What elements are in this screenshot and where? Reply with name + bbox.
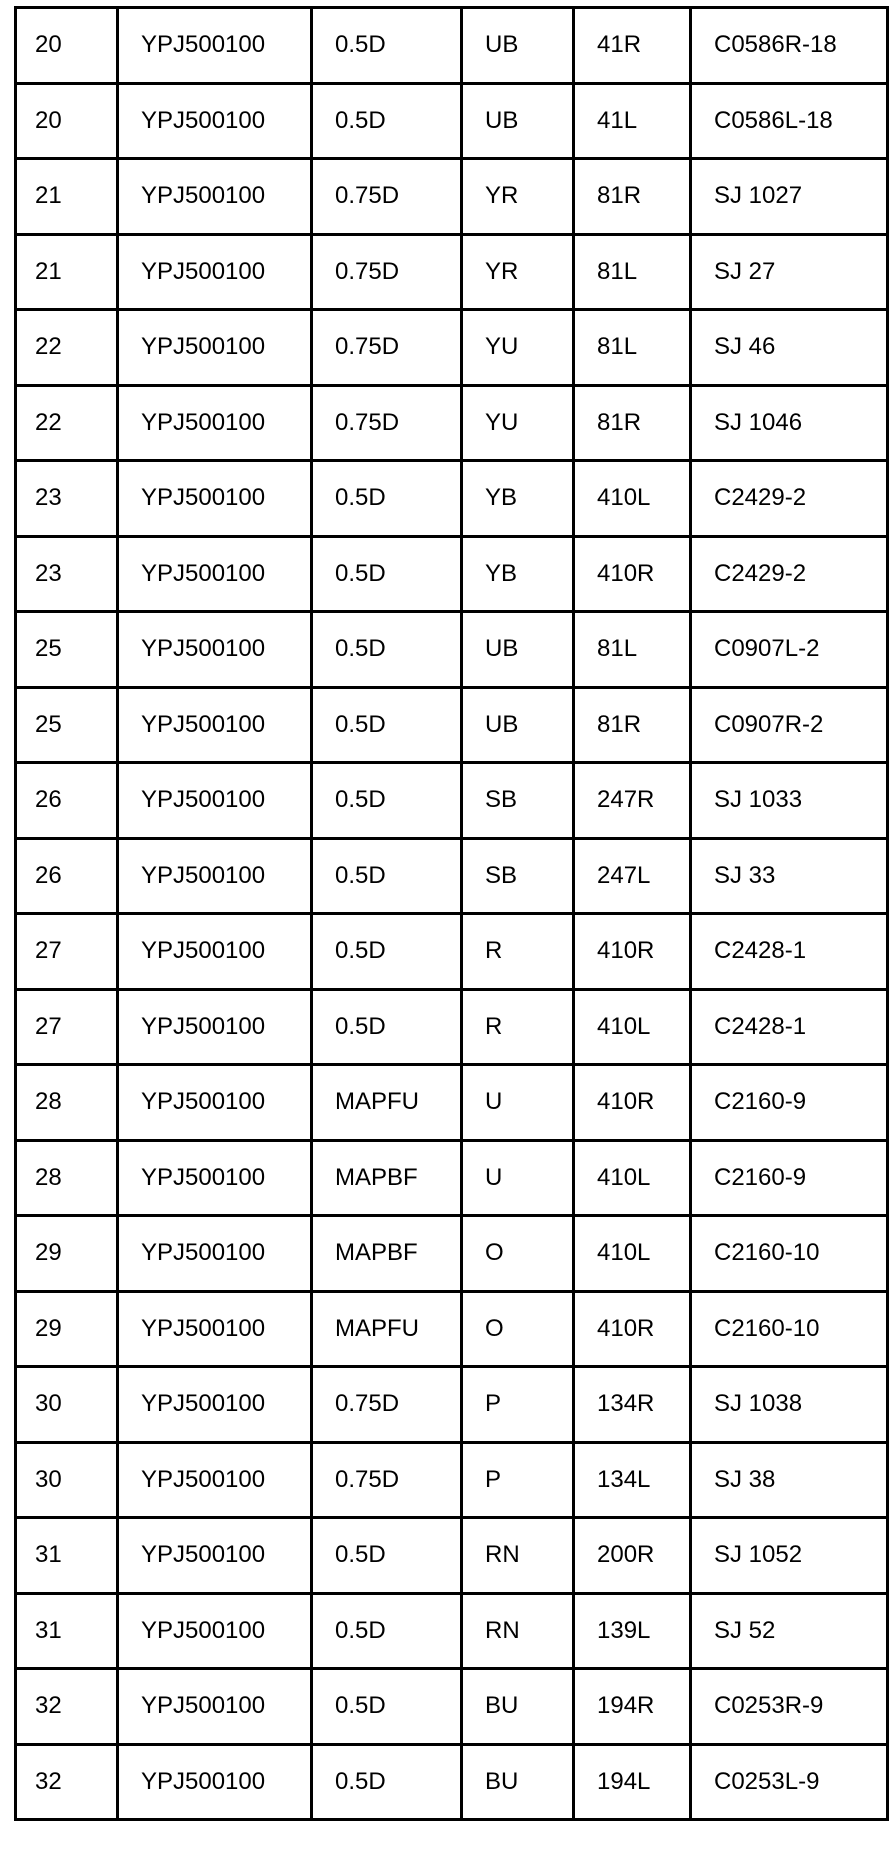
type-cell: 0.75D	[312, 234, 462, 310]
part-number-cell: YPJ500100	[118, 1140, 312, 1216]
part-number-cell: YPJ500100	[118, 1442, 312, 1518]
part-number-cell: YPJ500100	[118, 1291, 312, 1367]
table-row	[16, 234, 888, 310]
reference-cell: SJ 1046	[691, 385, 888, 461]
reference-cell: C2160-9	[691, 1065, 888, 1141]
part-number-cell: YPJ500100	[118, 914, 312, 990]
type-cell: 0.5D	[312, 914, 462, 990]
part-number-cell: YPJ500100	[118, 1367, 312, 1443]
type-cell: 0.75D	[312, 159, 462, 235]
reference-cell: C0253L-9	[691, 1744, 888, 1820]
size-cell: 81L	[574, 310, 691, 386]
item-number-cell: 29	[16, 1291, 118, 1367]
item-number-cell: 21	[16, 159, 118, 235]
table-row	[16, 989, 888, 1065]
type-cell: MAPFU	[312, 1065, 462, 1141]
size-cell: 81L	[574, 234, 691, 310]
size-cell: 194L	[574, 1744, 691, 1820]
type-cell: 0.5D	[312, 612, 462, 688]
code-cell: UB	[462, 687, 574, 763]
code-cell: YB	[462, 536, 574, 612]
size-cell: 81R	[574, 687, 691, 763]
size-cell: 410L	[574, 989, 691, 1065]
size-cell: 81R	[574, 159, 691, 235]
part-number-cell: YPJ500100	[118, 1593, 312, 1669]
item-number-cell: 32	[16, 1744, 118, 1820]
code-cell: YR	[462, 234, 574, 310]
item-number-cell: 27	[16, 989, 118, 1065]
type-cell: 0.5D	[312, 763, 462, 839]
table-row	[16, 914, 888, 990]
size-cell: 139L	[574, 1593, 691, 1669]
reference-cell: SJ 38	[691, 1442, 888, 1518]
size-cell: 200R	[574, 1518, 691, 1594]
size-cell: 410R	[574, 536, 691, 612]
table-row	[16, 1593, 888, 1669]
type-cell: 0.75D	[312, 310, 462, 386]
part-number-cell: YPJ500100	[118, 1744, 312, 1820]
reference-cell: C0586L-18	[691, 83, 888, 159]
part-number-cell: YPJ500100	[118, 8, 312, 84]
part-number-cell: YPJ500100	[118, 461, 312, 537]
code-cell: SB	[462, 838, 574, 914]
type-cell: 0.5D	[312, 1669, 462, 1745]
table-row	[16, 8, 888, 84]
item-number-cell: 28	[16, 1065, 118, 1141]
part-number-cell: YPJ500100	[118, 159, 312, 235]
reference-cell: SJ 33	[691, 838, 888, 914]
item-number-cell: 22	[16, 310, 118, 386]
table-row	[16, 461, 888, 537]
reference-cell: C2429-2	[691, 536, 888, 612]
code-cell: U	[462, 1065, 574, 1141]
part-number-cell: YPJ500100	[118, 83, 312, 159]
table-row	[16, 1518, 888, 1594]
reference-cell: C0253R-9	[691, 1669, 888, 1745]
type-cell: 0.5D	[312, 8, 462, 84]
table-row	[16, 1669, 888, 1745]
item-number-cell: 21	[16, 234, 118, 310]
item-number-cell: 31	[16, 1593, 118, 1669]
reference-cell: SJ 1033	[691, 763, 888, 839]
part-number-cell: YPJ500100	[118, 1669, 312, 1745]
code-cell: RN	[462, 1518, 574, 1594]
table-container	[14, 6, 886, 1821]
table-row	[16, 1291, 888, 1367]
part-number-cell: YPJ500100	[118, 612, 312, 688]
reference-cell: C2428-1	[691, 989, 888, 1065]
size-cell: 410R	[574, 1065, 691, 1141]
reference-cell: SJ 1052	[691, 1518, 888, 1594]
code-cell: P	[462, 1367, 574, 1443]
code-cell: R	[462, 914, 574, 990]
table-row	[16, 159, 888, 235]
code-cell: U	[462, 1140, 574, 1216]
item-number-cell: 29	[16, 1216, 118, 1292]
type-cell: 0.75D	[312, 1442, 462, 1518]
reference-cell: C0586R-18	[691, 8, 888, 84]
item-number-cell: 25	[16, 687, 118, 763]
code-cell: BU	[462, 1744, 574, 1820]
part-number-cell: YPJ500100	[118, 763, 312, 839]
reference-cell: C2160-10	[691, 1291, 888, 1367]
table-row	[16, 1216, 888, 1292]
size-cell: 134R	[574, 1367, 691, 1443]
type-cell: MAPBF	[312, 1140, 462, 1216]
reference-cell: C2429-2	[691, 461, 888, 537]
size-cell: 410L	[574, 1216, 691, 1292]
item-number-cell: 25	[16, 612, 118, 688]
table-row	[16, 310, 888, 386]
item-number-cell: 30	[16, 1367, 118, 1443]
table-row	[16, 612, 888, 688]
size-cell: 134L	[574, 1442, 691, 1518]
data-table	[14, 6, 889, 1821]
type-cell: 0.75D	[312, 1367, 462, 1443]
part-number-cell: YPJ500100	[118, 1518, 312, 1594]
item-number-cell: 23	[16, 461, 118, 537]
reference-cell: C2160-9	[691, 1140, 888, 1216]
type-cell: 0.75D	[312, 385, 462, 461]
part-number-cell: YPJ500100	[118, 385, 312, 461]
item-number-cell: 26	[16, 763, 118, 839]
code-cell: YR	[462, 159, 574, 235]
type-cell: 0.5D	[312, 1518, 462, 1594]
table-row	[16, 536, 888, 612]
code-cell: RN	[462, 1593, 574, 1669]
part-number-cell: YPJ500100	[118, 989, 312, 1065]
item-number-cell: 23	[16, 536, 118, 612]
size-cell: 410R	[574, 1291, 691, 1367]
code-cell: UB	[462, 612, 574, 688]
table-row	[16, 1140, 888, 1216]
table-row	[16, 687, 888, 763]
table-row	[16, 1065, 888, 1141]
code-cell: YB	[462, 461, 574, 537]
part-number-cell: YPJ500100	[118, 687, 312, 763]
part-number-cell: YPJ500100	[118, 310, 312, 386]
code-cell: YU	[462, 310, 574, 386]
item-number-cell: 30	[16, 1442, 118, 1518]
table-row	[16, 763, 888, 839]
code-cell: O	[462, 1216, 574, 1292]
reference-cell: SJ 27	[691, 234, 888, 310]
reference-cell: C2160-10	[691, 1216, 888, 1292]
size-cell: 194R	[574, 1669, 691, 1745]
size-cell: 247L	[574, 838, 691, 914]
size-cell: 41R	[574, 8, 691, 84]
table-row	[16, 83, 888, 159]
item-number-cell: 20	[16, 8, 118, 84]
type-cell: 0.5D	[312, 536, 462, 612]
type-cell: MAPBF	[312, 1216, 462, 1292]
reference-cell: SJ 1038	[691, 1367, 888, 1443]
reference-cell: SJ 1027	[691, 159, 888, 235]
code-cell: O	[462, 1291, 574, 1367]
size-cell: 410L	[574, 461, 691, 537]
table-row	[16, 838, 888, 914]
code-cell: P	[462, 1442, 574, 1518]
size-cell: 247R	[574, 763, 691, 839]
type-cell: 0.5D	[312, 461, 462, 537]
type-cell: 0.5D	[312, 989, 462, 1065]
size-cell: 41L	[574, 83, 691, 159]
table-row	[16, 385, 888, 461]
reference-cell: C0907L-2	[691, 612, 888, 688]
code-cell: SB	[462, 763, 574, 839]
part-number-cell: YPJ500100	[118, 536, 312, 612]
table-row	[16, 1744, 888, 1820]
item-number-cell: 27	[16, 914, 118, 990]
type-cell: 0.5D	[312, 83, 462, 159]
reference-cell: SJ 52	[691, 1593, 888, 1669]
reference-cell: C0907R-2	[691, 687, 888, 763]
code-cell: YU	[462, 385, 574, 461]
reference-cell: C2428-1	[691, 914, 888, 990]
table-body	[16, 8, 888, 1820]
size-cell: 410R	[574, 914, 691, 990]
type-cell: MAPFU	[312, 1291, 462, 1367]
part-number-cell: YPJ500100	[118, 234, 312, 310]
type-cell: 0.5D	[312, 838, 462, 914]
table-row	[16, 1442, 888, 1518]
size-cell: 81L	[574, 612, 691, 688]
type-cell: 0.5D	[312, 1744, 462, 1820]
type-cell: 0.5D	[312, 1593, 462, 1669]
item-number-cell: 28	[16, 1140, 118, 1216]
size-cell: 81R	[574, 385, 691, 461]
part-number-cell: YPJ500100	[118, 1065, 312, 1141]
item-number-cell: 32	[16, 1669, 118, 1745]
code-cell: UB	[462, 83, 574, 159]
type-cell: 0.5D	[312, 687, 462, 763]
table-row	[16, 1367, 888, 1443]
code-cell: BU	[462, 1669, 574, 1745]
size-cell: 410L	[574, 1140, 691, 1216]
code-cell: R	[462, 989, 574, 1065]
part-number-cell: YPJ500100	[118, 1216, 312, 1292]
reference-cell: SJ 46	[691, 310, 888, 386]
part-number-cell: YPJ500100	[118, 838, 312, 914]
item-number-cell: 22	[16, 385, 118, 461]
code-cell: UB	[462, 8, 574, 84]
item-number-cell: 26	[16, 838, 118, 914]
item-number-cell: 31	[16, 1518, 118, 1594]
item-number-cell: 20	[16, 83, 118, 159]
